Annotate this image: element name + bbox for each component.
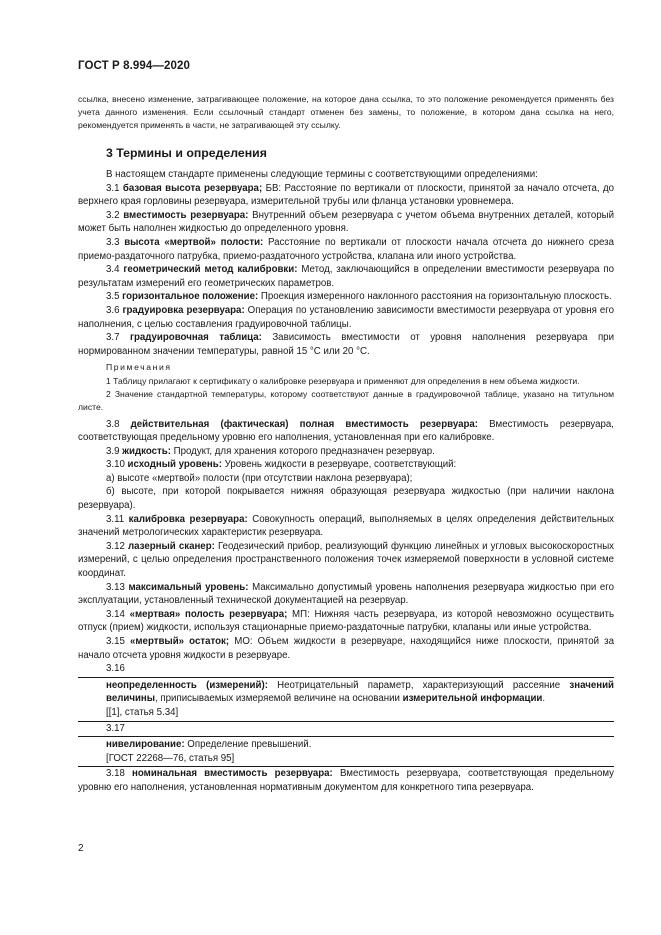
note-2: 2 Значение стандартной температуры, которому соответствуют данные в градуировочной таблице, указано на титульном листе. (78, 388, 614, 412)
term-3-10 (78, 458, 614, 472)
term-3-12 (78, 540, 614, 581)
term-name: «мертвая» полость резервуара; (129, 608, 288, 620)
term-number: 3.9 (106, 445, 123, 457)
term-name: горизонтальное положение: (122, 291, 259, 303)
term-3-2 (78, 209, 614, 236)
term-number: 3.15 (106, 636, 130, 647)
term-name: градуировка резервуара: (122, 304, 245, 316)
term-definition: Операция по установлению зависимости вместимости резервуара от уровня его наполнения, с целью составления градуировочной таблицы. (78, 304, 614, 330)
term-name: калибровка резервуара: (128, 513, 248, 525)
term-3-17-definition (106, 738, 614, 752)
term-number: 3.7 (106, 332, 130, 344)
term-name: вместимость резервуара: (123, 209, 249, 221)
term-definition: Расстояние по вертикали от плоскости начала отсчета до нижнего среза приемо-раздаточного патрубка, приемо-раздаточного устройства, клапана или иного устройства. (78, 236, 614, 262)
section-lead: В настоящем стандарте применены следующие термины с соответствующими определениями: (106, 169, 538, 180)
section-3 (78, 146, 614, 795)
term-definition: БВ: Расстояние по вертикали от плоскости, принятой за начало отсчета, до верхнего края горловины резервуара, измерительной трубы или фланца установки уровнемера. (78, 182, 614, 208)
term-number: 3.8 (106, 418, 131, 430)
term-name: лазерный сканер: (127, 540, 215, 552)
term-3-4 (78, 263, 614, 290)
term-3-13 (78, 581, 614, 608)
term-name: градуировочная таблица: (129, 332, 262, 344)
term-definition-part: . (542, 693, 546, 705)
term-number: 3.2 (106, 209, 124, 221)
term-definition: Проекция измеренного наклонного расстояния на горизонтальную плоскость. (258, 291, 612, 303)
terms-group-b (78, 418, 614, 513)
term-3-9 (78, 445, 614, 459)
term-number: 3.12 (106, 540, 128, 552)
term-definition: Вместимость резервуара, соответствующая предельному уровню его наполнения, установленная при его калибровке. (78, 418, 615, 444)
subitem-a: а) высоте «мертвой» полости (при отсутствии наклона резервуара); (106, 472, 413, 484)
term-definition: Внутренний объем резервуара с учетом объема внутренних деталей, который может быть наполнен жидкостью до определенного уровня. (78, 209, 614, 235)
term-name: базовая высота резервуара; (122, 182, 263, 194)
term-reference-bold: измерительной информации (402, 693, 543, 705)
term-number: 3.13 (106, 581, 129, 593)
term-definition: МО: Объем жидкости в резервуаре, находящийся ниже плоскости, принятой за начало отсчета уровня жидкости в резервуаре. (78, 636, 614, 661)
notes-title: Примечания (106, 362, 172, 373)
notes-block (78, 361, 614, 413)
term-number: 3.11 (106, 513, 129, 525)
term-definition-part: , приписываемых измеряемой величине на основании (155, 693, 403, 705)
term-3-1 (78, 182, 614, 209)
term-definition: Максимально допустимый уровень наполнения резервуара жидкостью при его эксплуатации, установленный технической документацией на резервуар. (78, 581, 615, 607)
term-3-5 (78, 290, 614, 304)
term-number: 3.6 (106, 304, 123, 316)
page-number: 2 (78, 843, 84, 854)
term-3-11 (78, 513, 614, 540)
term-3-17-number: 3.17 (106, 722, 125, 734)
term-3-16-box (78, 677, 614, 722)
term-3-17-source: [ГОСТ 22268—76, статья 95] (106, 752, 235, 764)
intro-paragraph: ссылка, внесено изменение, затрагивающее положение, на которое дана ссылка, то это положение рекомендуется применять без учета данного изменения. Если ссылочный стандарт отменен без замены, то положение, в котором дана ссылка на него, рекомендуется применять в части, не затрагивающей эту ссылку. (78, 94, 614, 131)
term-3-8 (78, 418, 614, 445)
term-reference-bold: значений величины (106, 679, 614, 705)
term-3-16-definition (106, 679, 614, 706)
term-definition: Уровень жидкости в резервуаре, соответствующий: (221, 459, 457, 471)
term-3-16-source: [[1], статья 5.34] (106, 706, 179, 718)
term-definition: Определение превышений. (184, 739, 312, 751)
term-definition: Метод, заключающийся в определении вместимости резервуара по результатам измерений его геометрических параметров. (78, 264, 614, 289)
term-number: 3.18 (106, 768, 133, 780)
term-number: 3.10 (106, 459, 128, 471)
terms-group-c (78, 513, 614, 663)
subitem-b: б) высоте, при которой покрывается нижняя образующая резервуара жидкостью (при наличии наклона резервуара). (78, 486, 614, 512)
term-number: 3.1 (106, 182, 123, 194)
term-definition: Продукт, для хранения которого предназначен резервуар. (170, 445, 435, 457)
term-number: 3.4 (106, 264, 124, 276)
term-3-7 (78, 331, 614, 358)
term-name: исходный уровень: (127, 459, 222, 471)
term-number: 3.5 (106, 291, 123, 303)
term-name: «мертвый» остаток; (130, 636, 230, 647)
note-1: 1 Таблицу прилагают к сертификату о калибровке резервуара и применяют для определения в нем объема жидкости. (106, 376, 580, 387)
term-name: нивелирование: (106, 739, 185, 751)
term-3-18 (78, 767, 614, 794)
term-definition: Зависимость вместимости от уровня наполнения резервуара при нормированном значении температуры, равной 15 °С или 20 °С. (78, 332, 614, 357)
term-3-17-box (78, 736, 614, 767)
term-name: жидкость: (122, 445, 171, 457)
term-definition: Геодезический прибор, реализующий функцию линейных и угловых высокоскоростных измерений, с целью определения пространственного положения точек измеряемой поверхности в условной системе координат. (78, 540, 615, 580)
term-3-15 (78, 635, 614, 662)
term-number: 3.14 (106, 608, 130, 620)
term-name: действительная (фактическая) полная вместимость резервуара: (130, 418, 479, 430)
term-name: геометрический метод калибровки: (123, 264, 298, 276)
term-definition: МП: Нижняя часть резервуара, из которой невозможно осуществить отпуск (прием) жидкости, используя стационарные приемо-раздаточные патрубки, клапаны или иные устройства. (78, 608, 614, 634)
section-title: 3 Термины и определения (106, 146, 267, 160)
term-number: 3.3 (106, 236, 125, 248)
term-3-16-number: 3.16 (106, 663, 125, 675)
term-name: максимальный уровень: (128, 581, 249, 593)
term-definition: Совокупность операций, выполняемых в целях определения действительных значений метрологических характеристик резервуара. (78, 513, 614, 539)
term-definition-part: Неотрицательный параметр, характеризующий рассеяние (267, 679, 570, 691)
term-definition: Вместимость резервуара, соответствующая предельному уровню его наполнения, установленная нормативным документом для конкретного типа резервуара. (78, 768, 614, 793)
term-3-6 (78, 304, 614, 331)
term-name: неопределенность (измерений): (106, 679, 268, 691)
document-header: ГОСТ Р 8.994—2020 (78, 60, 190, 72)
term-3-14 (78, 608, 614, 635)
term-name: номинальная вместимость резервуара: (132, 768, 333, 780)
terms-group-a (78, 182, 614, 359)
term-name: высота «мертвой» полости: (124, 236, 264, 248)
term-3-3 (78, 236, 614, 263)
